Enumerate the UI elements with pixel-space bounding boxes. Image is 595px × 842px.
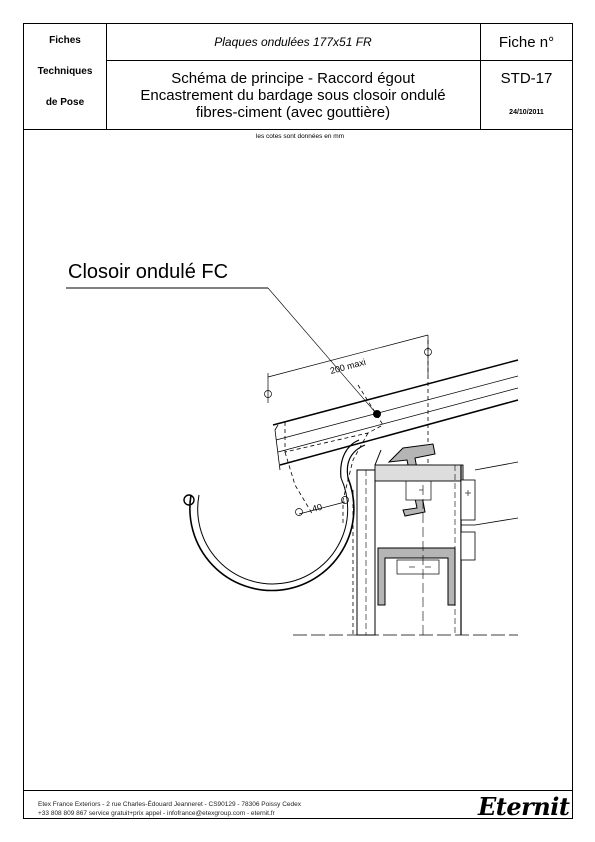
gutter [184, 440, 365, 590]
footer-divider [23, 790, 573, 791]
sheet-title-line-1: Schéma de principe - Raccord égout [171, 69, 415, 87]
callout-leader [268, 288, 375, 412]
technical-drawing [23, 140, 573, 640]
header-label-fiches: Fiches [49, 35, 81, 46]
brand-logo: Eternit [478, 792, 570, 821]
sheet-title-line-2: Encastrement du bardage sous closoir ondulé [140, 86, 446, 104]
header-label-de-pose: de Pose [45, 97, 85, 108]
callout-label: Closoir ondulé FC [68, 261, 229, 283]
product-series: Plaques ondulées 177x51 FR [214, 35, 372, 49]
footer-line-1: Etex France Exteriors - 2 rue Charles-Édouard Jeanneret - CS90129 - 78306 Poissy Cedex [38, 801, 302, 808]
purlin-bottom [378, 548, 455, 605]
fiche-label: Fiche n° [498, 33, 555, 51]
roof-sheet [273, 360, 518, 470]
fiche-number: STD-17 [500, 69, 553, 87]
sheet-title [106, 61, 480, 129]
dimension-label-40: 40 [310, 501, 324, 514]
header-divider [23, 129, 573, 130]
dimension-200 [265, 335, 432, 403]
header-label-techniques: Techniques [37, 66, 93, 77]
dimension-label-200: 200 maxi [328, 356, 367, 376]
dimensions-note: les cotes sont données en mm [255, 133, 345, 140]
footer-address [38, 800, 301, 818]
fiche-date: 24/10/2011 [509, 108, 544, 116]
sheet-title-line-3: fibres-ciment (avec gouttière) [195, 103, 391, 121]
footer-line-2: +33 808 809 867 service gratuit+prix appel - infofrance@etexgroup.com - eternit.fr [38, 810, 275, 817]
